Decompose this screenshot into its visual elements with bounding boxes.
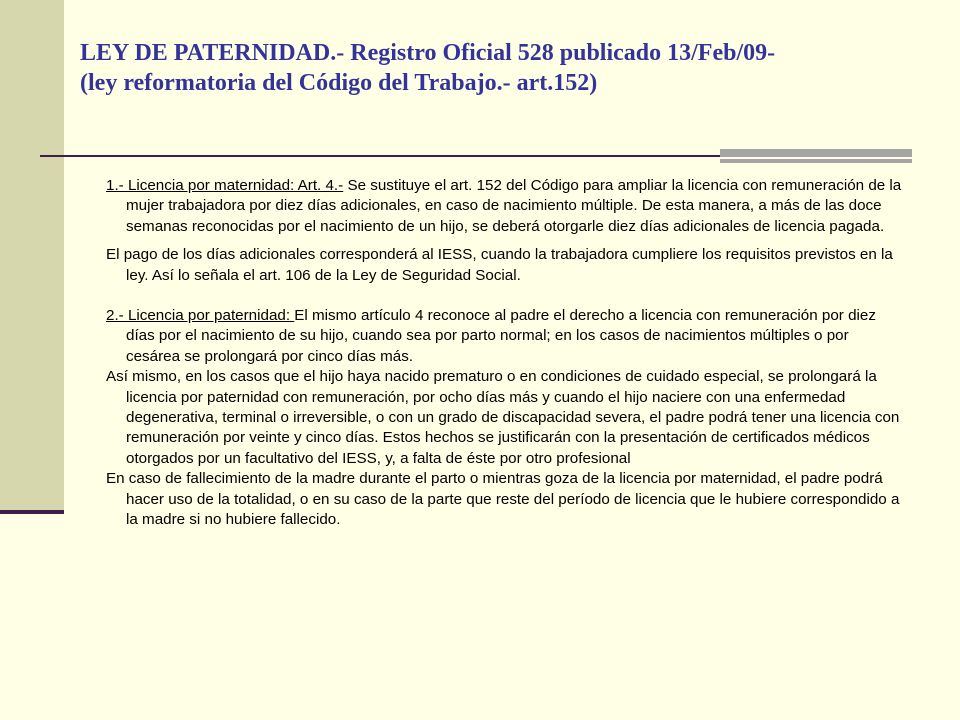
paternidad-heading: 2.- Licencia por paternidad: — [106, 307, 295, 325]
side-decoration-underline — [0, 510, 64, 514]
paragraph-maternidad — [106, 176, 906, 237]
side-decoration-bar — [0, 0, 64, 512]
paragraph-pago-iess: El pago de los días adicionales corresponderá al IESS, cuando la trabajadora cumpliere los requisitos previstos en la ley. Así lo señala el art. 106 de la Ley de Seguridad Social. — [106, 246, 893, 284]
paternidad-text: El mismo artículo 4 reconoce al padre el derecho a licencia con remuneración por diez días por el nacimiento de su hijo, cuando sea por parto normal; en los casos de nacimientos múltiples o por cesárea se prolongará por cinco días más. — [126, 307, 876, 365]
title-divider — [40, 155, 720, 157]
divider-accent-top — [720, 149, 912, 157]
slide-title — [80, 38, 940, 98]
paragraph-prematuro: Así mismo, en los casos que el hijo haya nacido prematuro o en condiciones de cuidado especial, se prolongará la licencia por paternidad con remuneración, por ocho días más y cuando el hijo naciere con una enfermedad degenerativa, terminal o irreversible, o con un grado de discapacidad severa, el padre podrá tener una licencia con remuneración por veinte y cinco días. Estos hechos se justificarán con la presentación de certificados médicos otorgados por un facultativo del IESS, y, a falta de éste por otro profesional — [106, 368, 900, 467]
maternidad-heading: 1.- Licencia por maternidad: Art. 4.- — [106, 177, 344, 194]
paragraph-fallecimiento: En caso de fallecimiento de la madre durante el parto o mientras goza de la licencia por maternidad, el padre podrá hacer uso de la totalidad, o en su caso de la parte que reste del período de licencia que le hubiere correspondido a la madre si no hubiere fallecido. — [106, 470, 900, 529]
slide-body — [106, 176, 906, 531]
title-line-2: (ley reformatoria del Código del Trabajo.- art.152) — [80, 70, 598, 96]
divider-accent-bottom — [720, 159, 912, 163]
paragraph-paternidad — [106, 306, 906, 367]
title-line-1: LEY DE PATERNIDAD.- Registro Oficial 528 publicado 13/Feb/09- — [80, 40, 776, 66]
maternidad-text: Se sustituye el art. 152 del Código para ampliar la licencia con remuneración de la mujer trabajadora por diez días adicionales, en caso de nacimiento múltiple. De esta manera, a más de las doce semanas reconocidas por el nacimiento de un hijo, se deberá otorgarle diez días adicionales de licencia pagada. — [126, 177, 902, 235]
